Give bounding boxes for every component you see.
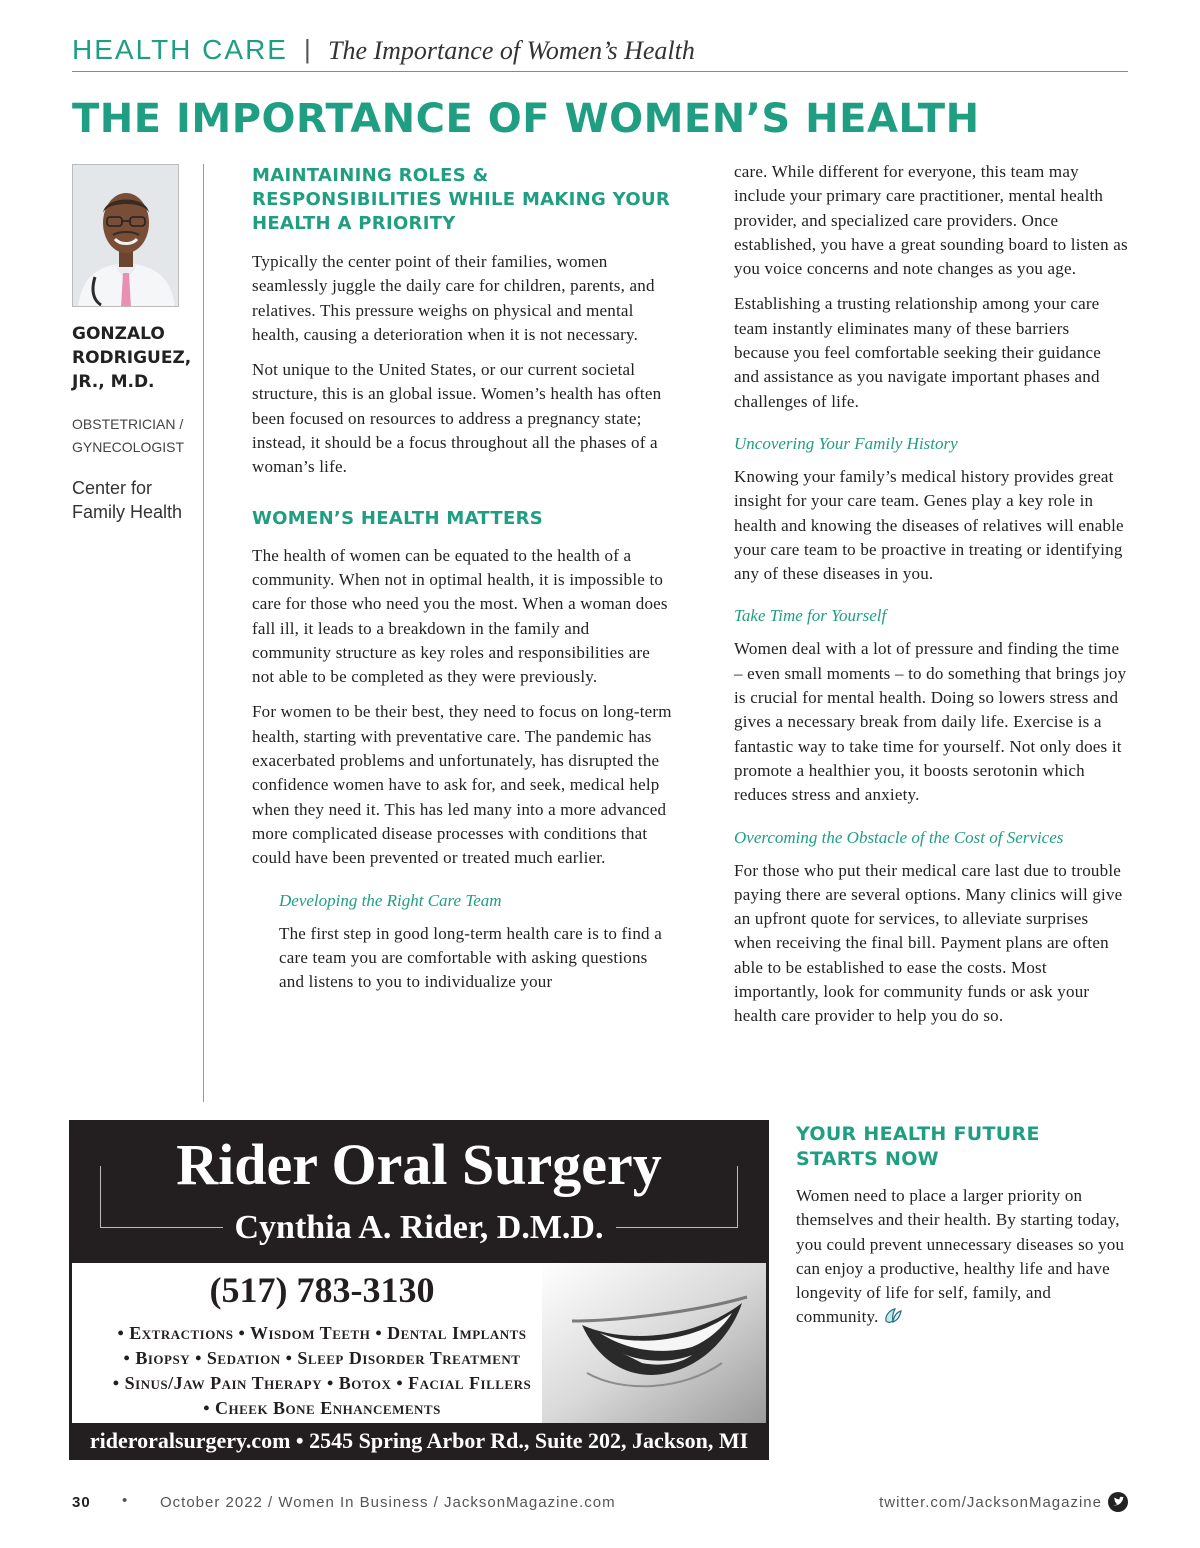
column-divider xyxy=(203,164,204,1102)
footer-bullet: • xyxy=(122,1492,129,1509)
ad-doctor-name xyxy=(70,1209,768,1247)
section-heading-future: YOUR HEALTH FUTURE STARTS NOW xyxy=(796,1123,1040,1170)
author-organization: Center for Family Health xyxy=(72,478,183,522)
paragraph: The first step in good long-term health care is to find a care team you are comfortable with asking questions and listens to you to individualize your xyxy=(279,923,662,992)
ad-services-line: • Biopsy • Sedation • Sleep Disorder Treatment xyxy=(123,1348,521,1368)
article-column-2 xyxy=(734,160,1128,1029)
header-subtitle: The Importance of Women’s Health xyxy=(328,36,695,65)
section-label: HEALTH CARE xyxy=(72,34,288,65)
paragraph-text: Women need to place a larger priority on themselves and their health. By starting today, you could prevent unnecessary diseases so you can enjoy a productive, healthy life and have longevity of life for self, family, and community. xyxy=(796,1186,1125,1327)
paragraph: Women deal with a lot of pressure and finding the time – even small moments – to do something that brings joy is crucial for mental health. Doing so lowers stress and gives a necessary break from daily life. Exercise is a fantastic way to take time for yourself. Not only does it promote a healthier you, it boosts serotonin which reduces stress and anxiety. xyxy=(734,639,1127,805)
end-mark-icon xyxy=(883,1307,903,1326)
paragraph: The health of women can be equated to the health of a community. When not in optimal health, it is impossible to care for those who need you the most. When a woman does fall ill, it leads to a breakdown in the family and community structure as key roles and responsibilities are not able to be completed as they were previously. xyxy=(252,545,668,687)
paragraph: Typically the center point of their families, women seamlessly juggle the daily care for children, parents, and relatives. This pressure weighs on physical and mental health, causing a deterioration when it is not necessary. xyxy=(252,252,655,344)
advertisement[interactable] xyxy=(69,1120,769,1460)
subheading-family-history: Uncovering Your Family History xyxy=(734,433,958,453)
ad-services-line: • Cheek Bone Enhancements xyxy=(203,1398,441,1418)
article-column-1 xyxy=(252,164,672,994)
ad-doctor-name-text: Cynthia A. Rider, D.M.D. xyxy=(223,1209,616,1246)
paragraph: care. While different for everyone, this team may include your primary care practitioner, mental health provider, and specialized care providers. Once established, you have a great sounding board to listen as you voice concerns and note changes as you age. xyxy=(734,162,1128,279)
paragraph: For those who put their medical care last due to trouble paying there are several options. Many clinics will give an upfront quote for services, to alleviate surprises when receiving the final bill. Payment plans are often able to be established to ease the costs. Most importantly, look for community funds or ask your health care provider to help you do so. xyxy=(734,860,1123,1026)
ad-services-line: • Extractions • Wisdom Teeth • Dental Implants xyxy=(117,1323,527,1343)
paragraph: Not unique to the United States, or our current societal structure, this is an global issue. Women’s health has often been focused on resources to address a pregnancy state; instead, it should be a focus throughout all the phases of a woman’s life. xyxy=(252,360,662,477)
page-footer xyxy=(72,1492,1128,1514)
page-header xyxy=(72,30,1128,72)
article-column-3 xyxy=(796,1122,1128,1330)
ad-website-address[interactable]: rideroralsurgery.com • 2545 Spring Arbor Rd., Suite 202, Jackson, MI xyxy=(89,1428,749,1453)
header-separator: | xyxy=(304,34,311,64)
subheading-cost-of-services: Overcoming the Obstacle of the Cost of Services xyxy=(734,827,1064,847)
page-number: 30 xyxy=(72,1494,91,1511)
paragraph: Establishing a trusting relationship among your care team instantly eliminates many of these barriers because you feel comfortable seeking their guidance and assistance as you navigate important phases and challenges of life. xyxy=(734,294,1102,411)
subheading-care-team: Developing the Right Care Team xyxy=(279,890,502,910)
section-heading-matters: WOMEN’S HEALTH MATTERS xyxy=(252,507,544,529)
ad-header xyxy=(70,1121,768,1263)
subheading-time-for-yourself: Take Time for Yourself xyxy=(734,606,887,626)
ad-services-line: • Sinus/Jaw Pain Therapy • Botox • Facial Fillers xyxy=(112,1373,532,1393)
article-title: THE IMPORTANCE OF WOMEN’S HEALTH xyxy=(72,96,980,142)
section-heading-roles: MAINTAINING ROLES & RESPONSIBILITIES WHILE MAKING YOUR HEALTH A PRIORITY xyxy=(252,165,671,234)
twitter-bird-icon[interactable] xyxy=(1108,1492,1128,1512)
ad-business-name xyxy=(70,1131,768,1198)
author-role: OBSTETRICIAN / GYNECOLOGIST xyxy=(72,416,185,455)
paragraph: Knowing your family’s medical history provides great insight for your care team. Genes play a key role in health and knowing the diseases of relatives will enable your care team to be proactive in treating or identifying any of these diseases in you. xyxy=(734,466,1124,584)
twitter-link[interactable]: twitter.com/JacksonMagazine xyxy=(879,1494,1102,1511)
smile-image xyxy=(542,1263,766,1423)
publication-info[interactable]: October 2022 / Women In Business / JacksonMagazine.com xyxy=(160,1494,616,1511)
author-name: GONZALO RODRIGUEZ, JR., M.D. xyxy=(72,324,192,392)
ad-phone-number[interactable]: (517) 783-3130 xyxy=(209,1270,435,1310)
paragraph: For women to be their best, they need to focus on long-term health, starting with preventative care. The pandemic has exacerbated problems and unfortunately, has disrupted the confidence women have to ask for, and seek, medical help when they need it. This has led many into a more advanced more complicated disease processes with conditions that could have been prevented or treated much earlier. xyxy=(252,702,672,868)
ad-body xyxy=(72,1263,766,1423)
paragraph xyxy=(796,1184,1128,1330)
author-photo xyxy=(72,164,179,307)
ad-business-name-text: Rider Oral Surgery xyxy=(162,1132,675,1197)
